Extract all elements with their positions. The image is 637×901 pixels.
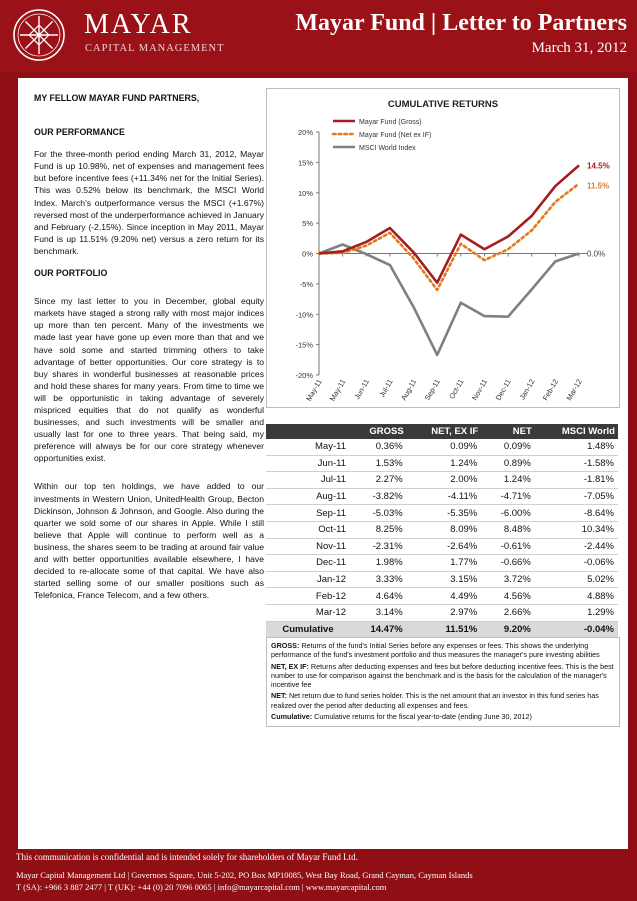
note-net-ex-if-text: Returns after deducting expenses and fees but before deducting incentive fees. This is the best number to use for comparison against the benchmark and is the basis for the calculation of the manager's incentive fee [271,661,614,690]
cell-gross: -5.03% [350,505,407,522]
note-gross-text: Returns of the fund's Initial Series before any expenses or fees. This shows the underlying performance of the fund's investment portfolio and thus measures the manager's pure investing abilities [271,641,600,660]
cell-msci: 1.29% [535,604,618,621]
y-tick-label: 10% [297,188,313,198]
brand-subtitle: CAPITAL MANAGEMENT [85,43,225,54]
letter-page [18,78,628,849]
performance-paragraph: For the three-month period ending March 31, 2012, Mayar Fund is up 10.98%, net of expenses and management fees but before incentive fees (+11.34% net for the Initial Series). This was 0.52% below its benchmark, the MSCI World Index. March's outperformance versus the MSCI (+1.67%) reversed most of the underperformance achieved in January and February (-2.15%). Since inception in May 2011, Mayar Fund is up 11.51% (9.20% net) versus a zero return for its benchmark. [34,149,264,256]
table-row-cumulative [266,621,618,637]
cell-month: Dec-11 [266,555,350,572]
cell-net-ex-if: 4.49% [407,588,482,605]
cell-net: 2.66% [481,604,535,621]
cell-net: -0.66% [481,555,535,572]
cell-net-ex-if: 1.24% [407,455,482,472]
x-tick-label: Oct-11 [447,377,466,401]
cell-msci: -7.05% [535,488,618,505]
cell-gross: 3.33% [350,571,407,588]
cell-net-ex-if: 0.09% [407,439,482,455]
cell-net: 3.72% [481,571,535,588]
note-net-ex-if-label: NET, EX IF: [271,661,309,671]
letter-body [34,92,264,611]
x-tick-label: Jan-12 [517,377,537,402]
cell-msci: -1.58% [535,455,618,472]
table-row [266,439,618,455]
y-tick-label: -5% [299,279,313,289]
cumulative-cell-month: Cumulative [266,621,350,637]
cell-net: 8.48% [481,521,535,538]
legend-label-1: Mayar Fund (Net ex IF) [359,132,432,139]
cell-month: Jul-11 [266,472,350,489]
x-tick-label: May-11 [327,377,348,403]
note-net-text: Net return due to fund series holder. This is the net amount that an investor in this fund series has realized over the period after deducting all expenses and fees. [271,691,599,710]
x-tick-label: Aug-11 [398,377,419,402]
mayar-logo-icon [12,8,66,62]
table-row [266,538,618,555]
table-row [266,571,618,588]
x-tick-label: Nov-11 [469,377,490,402]
note-cumulative-text: Cumulative returns for the fiscal year-to-date (ending June 30, 2012) [312,712,532,722]
legend-label-2: MSCI World Index [359,145,416,152]
portfolio-paragraph-1: Since my last letter to you in December, global equity markets have staged a strong rally with most major indices up more than ten percent. Many of the investments we made last year have gone up even more than that and we have sold some and started trimming others to take advantage of better opportunities. Our core strategy is to buy shares in wonderful businesses at reasonable prices and hold these shares for many years. From time to time we will be opportunistic in taking advantage of severely mispriced equities that do not qualify as wonderful businesses, and such investments will be smaller and usually last for one to three years. That being said, my preference will always be for our core strategy whenever opportunities exist. [34,296,264,464]
cell-net-ex-if: 8.09% [407,521,482,538]
table-row [266,505,618,522]
table-header-gross: GROSS [350,424,407,439]
note-cumulative-label: Cumulative: [271,712,313,722]
portfolio-paragraph-2: Within our top ten holdings, we have added to our investments in Western Union, UnitedHealth Group, Becton Dickinson, Johnson & Johnson, and Google. Also during the quarter we sold some of our shares in Apple. While I still believe that Apple will continue to perform well as a business, the shares seem to be trading at around fair value and with better opportunities available elsewhere, I have decided to re-allocate some of that capital. We have also started selling some of our smaller positions such as Telefonica, France Telecom, and a few others. [34,481,264,601]
table-row [266,588,618,605]
performance-heading: OUR PERFORMANCE [34,127,125,138]
y-tick-label: -15% [295,340,313,350]
cell-net: 0.09% [481,439,535,455]
footer-contact: T (SA): +966 3 887 2477 | T (UK): +44 (0) 20 7096 0065 | info@mayarcapital.com | www.mayarcapital.com [16,882,387,892]
table-row [266,521,618,538]
cell-month: May-11 [266,439,350,455]
x-tick-label: Sep-11 [422,377,442,402]
note-cumulative [271,712,615,721]
y-tick-label: 20% [297,128,313,137]
series-line-1 [319,184,579,290]
note-net-ex-if [271,662,615,690]
note-net-label: NET: [271,691,287,701]
cell-gross: 1.98% [350,555,407,572]
note-net [271,691,615,710]
cell-net: 1.24% [481,472,535,489]
cell-month: Jan-12 [266,571,350,588]
cell-msci: 10.34% [535,521,618,538]
y-tick-label: -20% [295,371,313,380]
greeting: MY FELLOW MAYAR FUND PARTNERS, [34,93,200,103]
x-tick-label: Jun-11 [352,377,372,401]
series-end-label-0: 14.5% [587,161,610,171]
cell-gross: 4.64% [350,588,407,605]
cell-net-ex-if: 1.77% [407,555,482,572]
cell-net-ex-if: -5.35% [407,505,482,522]
table-header-month [266,424,350,439]
cell-msci: -1.81% [535,472,618,489]
cumulative-cell-gross: 14.47% [350,621,407,637]
cell-net-ex-if: 2.97% [407,604,482,621]
table-row [266,604,618,621]
letter-date: March 31, 2012 [531,40,627,56]
cell-net-ex-if: -2.64% [407,538,482,555]
cell-msci: 4.88% [535,588,618,605]
cell-month: Jun-11 [266,455,350,472]
cell-month: Nov-11 [266,538,350,555]
brand-name: MAYAR [84,9,193,40]
cell-month: Sep-11 [266,505,350,522]
cell-net-ex-if: 3.15% [407,571,482,588]
cell-gross: -2.31% [350,538,407,555]
table-row [266,455,618,472]
cell-gross: -3.82% [350,488,407,505]
table-header-msci: MSCI World [535,424,618,439]
note-gross-label: GROSS: [271,641,300,650]
cell-msci: -2.44% [535,538,618,555]
cell-month: Mar-12 [266,604,350,621]
legend-label-0: Mayar Fund (Gross) [359,119,422,126]
x-tick-label: May-11 [304,377,324,403]
cell-net-ex-if: -4.11% [407,488,482,505]
footer-address: Mayar Capital Management Ltd | Governors Square, Unit 5-202, PO Box MP10085, West Bay Road, Grand Cayman, Cayman Islands [16,870,473,880]
cell-month: Feb-12 [266,588,350,605]
cell-gross: 3.14% [350,604,407,621]
series-end-label-2: 0.0% [587,249,606,259]
cell-net: 0.89% [481,455,535,472]
x-tick-label: Jul-11 [377,377,395,399]
cell-month: Aug-11 [266,488,350,505]
cell-gross: 8.25% [350,521,407,538]
table-row [266,472,618,489]
cell-msci: -0.06% [535,555,618,572]
y-tick-label: 5% [302,219,313,229]
chart-svg [267,89,619,407]
y-tick-label: -10% [295,310,313,320]
page-title: Mayar Fund | Letter to Partners [295,10,627,36]
table-header-net-ex-if: NET, EX IF [407,424,482,439]
cumulative-returns-chart [266,88,620,408]
cell-gross: 0.36% [350,439,407,455]
cell-msci: -8.64% [535,505,618,522]
portfolio-heading: OUR PORTFOLIO [34,268,108,279]
cell-net-ex-if: 2.00% [407,472,482,489]
x-tick-label: Feb-12 [540,377,561,403]
cell-net: 4.56% [481,588,535,605]
x-tick-label: Mar-12 [564,377,584,403]
cumulative-cell-net-ex-if: 11.51% [407,621,482,637]
y-tick-label: 15% [297,158,313,168]
chart-title: CUMULATIVE RETURNS [387,99,499,110]
table-row [266,488,618,505]
x-tick-label: Dec-11 [493,377,513,402]
table-header-row [266,424,618,439]
series-end-label-1: 11.5% [587,181,610,191]
note-gross [271,641,615,660]
page-footer [16,851,473,893]
definitions-box [266,637,620,727]
cell-gross: 2.27% [350,472,407,489]
cell-net: -4.71% [481,488,535,505]
cell-month: Oct-11 [266,521,350,538]
performance-table [266,424,618,637]
cell-msci: 5.02% [535,571,618,588]
cell-net: -6.00% [481,505,535,522]
page-header [0,0,637,72]
table-header-net: NET [481,424,535,439]
cell-msci: 1.48% [535,439,618,455]
cumulative-cell-net: 9.20% [481,621,535,637]
y-tick-label: 0% [302,249,313,259]
cell-gross: 1.53% [350,455,407,472]
cell-net: -0.61% [481,538,535,555]
cumulative-cell-msci: -0.04% [535,621,618,637]
confidentiality-notice: This communication is confidential and is intended solely for shareholders of Mayar Fund Ltd. [16,852,358,862]
table-row [266,555,618,572]
